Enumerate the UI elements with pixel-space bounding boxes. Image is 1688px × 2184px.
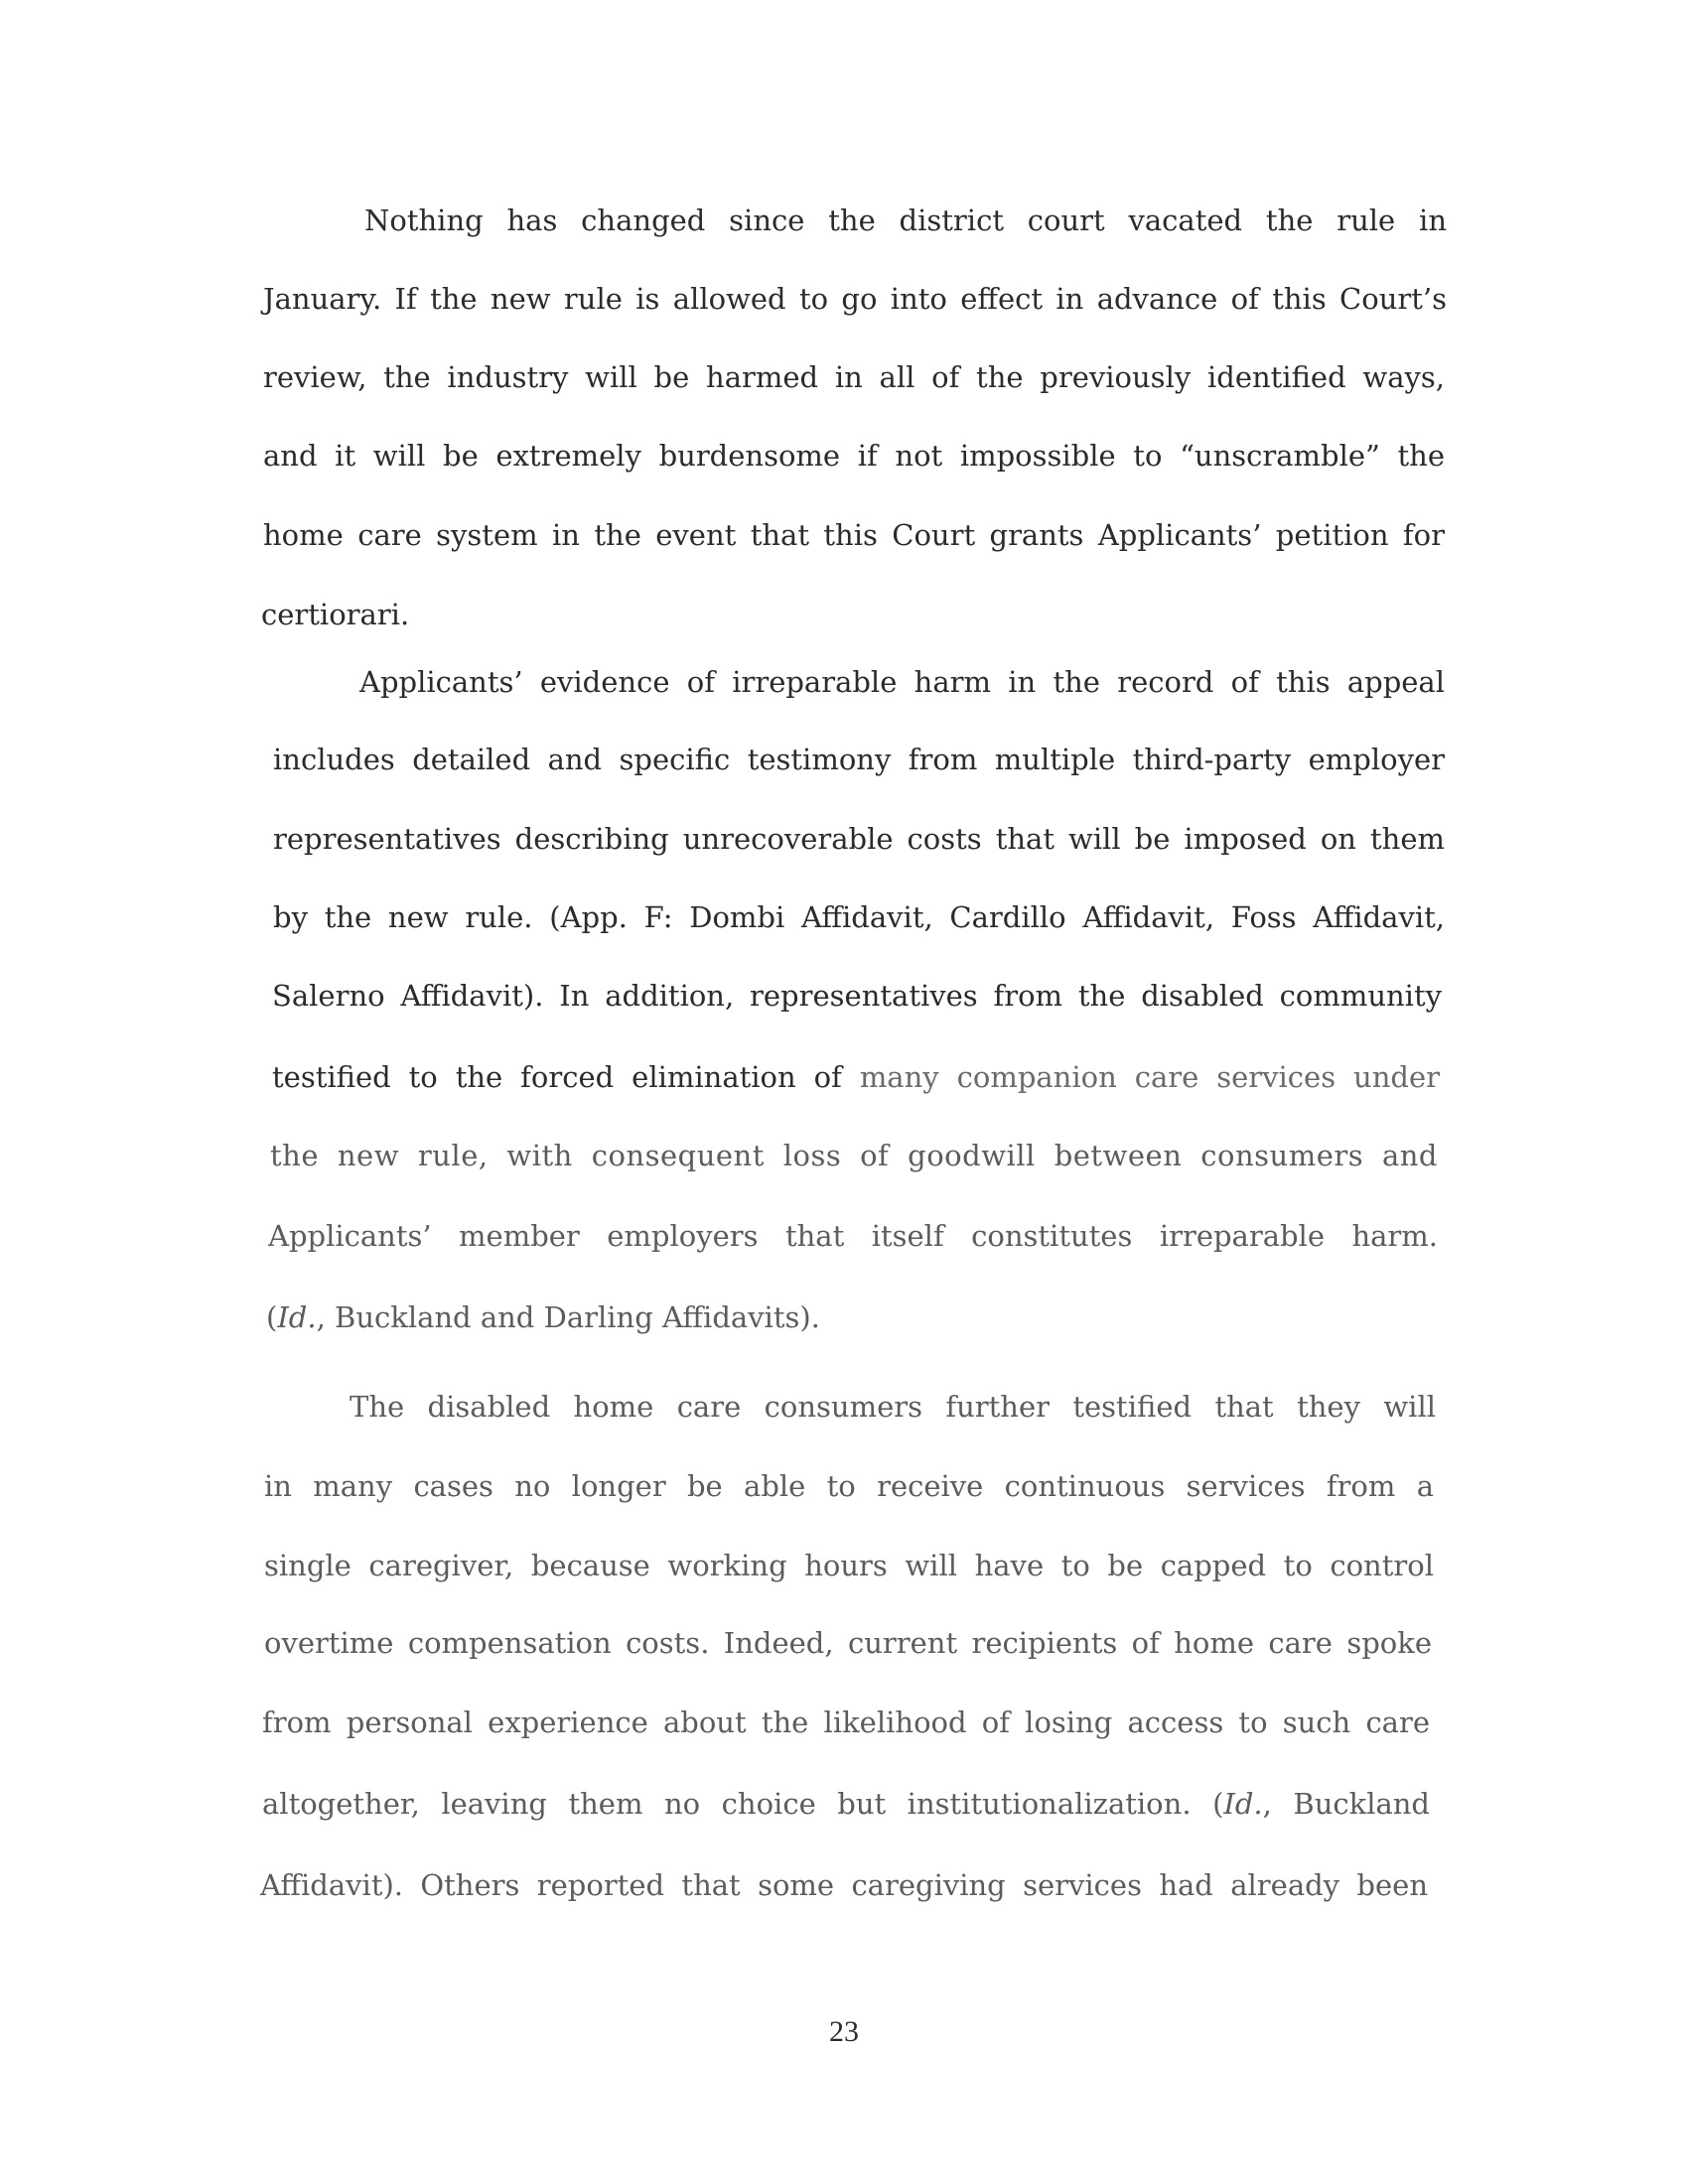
text-span: ( xyxy=(266,1300,278,1334)
text-line xyxy=(272,1060,1440,1094)
text-line: January. If the new rule is allowed to go into effect in advance of this Court’s xyxy=(263,282,1447,316)
text-line: representatives describing unrecoverable costs that will be imposed on them xyxy=(273,822,1445,856)
text-line: home care system in the event that this Court grants Applicants’ petition for xyxy=(263,518,1445,552)
text-line: overtime compensation costs. Indeed, current recipients of home care spoke xyxy=(264,1626,1432,1660)
text-line: Applicants’ member employers that itself constitutes irreparable harm. xyxy=(268,1219,1438,1253)
text-line: and it will be extremely burdensome if not impossible to “unscramble” the xyxy=(263,439,1445,473)
page-number: 23 xyxy=(829,2015,859,2048)
text-line: review, the industry will be harmed in all of the previously identified ways, xyxy=(263,360,1445,394)
text-line: in many cases no longer be able to receive continuous services from a xyxy=(264,1469,1434,1503)
text-line: by the new rule. (App. F: Dombi Affidavit, Cardillo Affidavit, Foss Affidavit, xyxy=(273,900,1445,934)
text-line: certiorari. xyxy=(261,598,410,631)
text-line: includes detailed and specific testimony from multiple third-party employer xyxy=(273,743,1445,776)
citation-id-italic: Id. xyxy=(1223,1787,1263,1821)
text-span-dark: testified to the forced elimination of xyxy=(272,1060,842,1094)
text-line: single caregiver, because working hours will have to be capped to control xyxy=(264,1549,1434,1582)
text-line: The disabled home care consumers further testified that they will xyxy=(350,1390,1436,1424)
text-line: Applicants’ evidence of irreparable harm in the record of this appeal xyxy=(359,665,1445,699)
text-span: altogether, leaving them no choice but institutionalization. ( xyxy=(262,1787,1224,1821)
text-line xyxy=(262,1787,1430,1821)
text-line xyxy=(266,1300,1436,1334)
text-line: Affidavit). Others reported that some caregiving services had already been xyxy=(260,1868,1428,1902)
text-span: , Buckland xyxy=(1262,1787,1430,1821)
text-line: from personal experience about the likelihood of losing access to such care xyxy=(262,1706,1430,1739)
text-line: Nothing has changed since the district court vacated the rule in xyxy=(364,204,1447,237)
text-span-faded: many companion care services under xyxy=(859,1060,1440,1094)
citation-id-italic: Id. xyxy=(277,1300,317,1334)
text-line: Salerno Affidavit). In addition, representatives from the disabled community xyxy=(272,979,1442,1013)
text-line: the new rule, with consequent loss of goodwill between consumers and xyxy=(270,1139,1438,1172)
text-span: , Buckland and Darling Affidavits). xyxy=(316,1300,820,1334)
